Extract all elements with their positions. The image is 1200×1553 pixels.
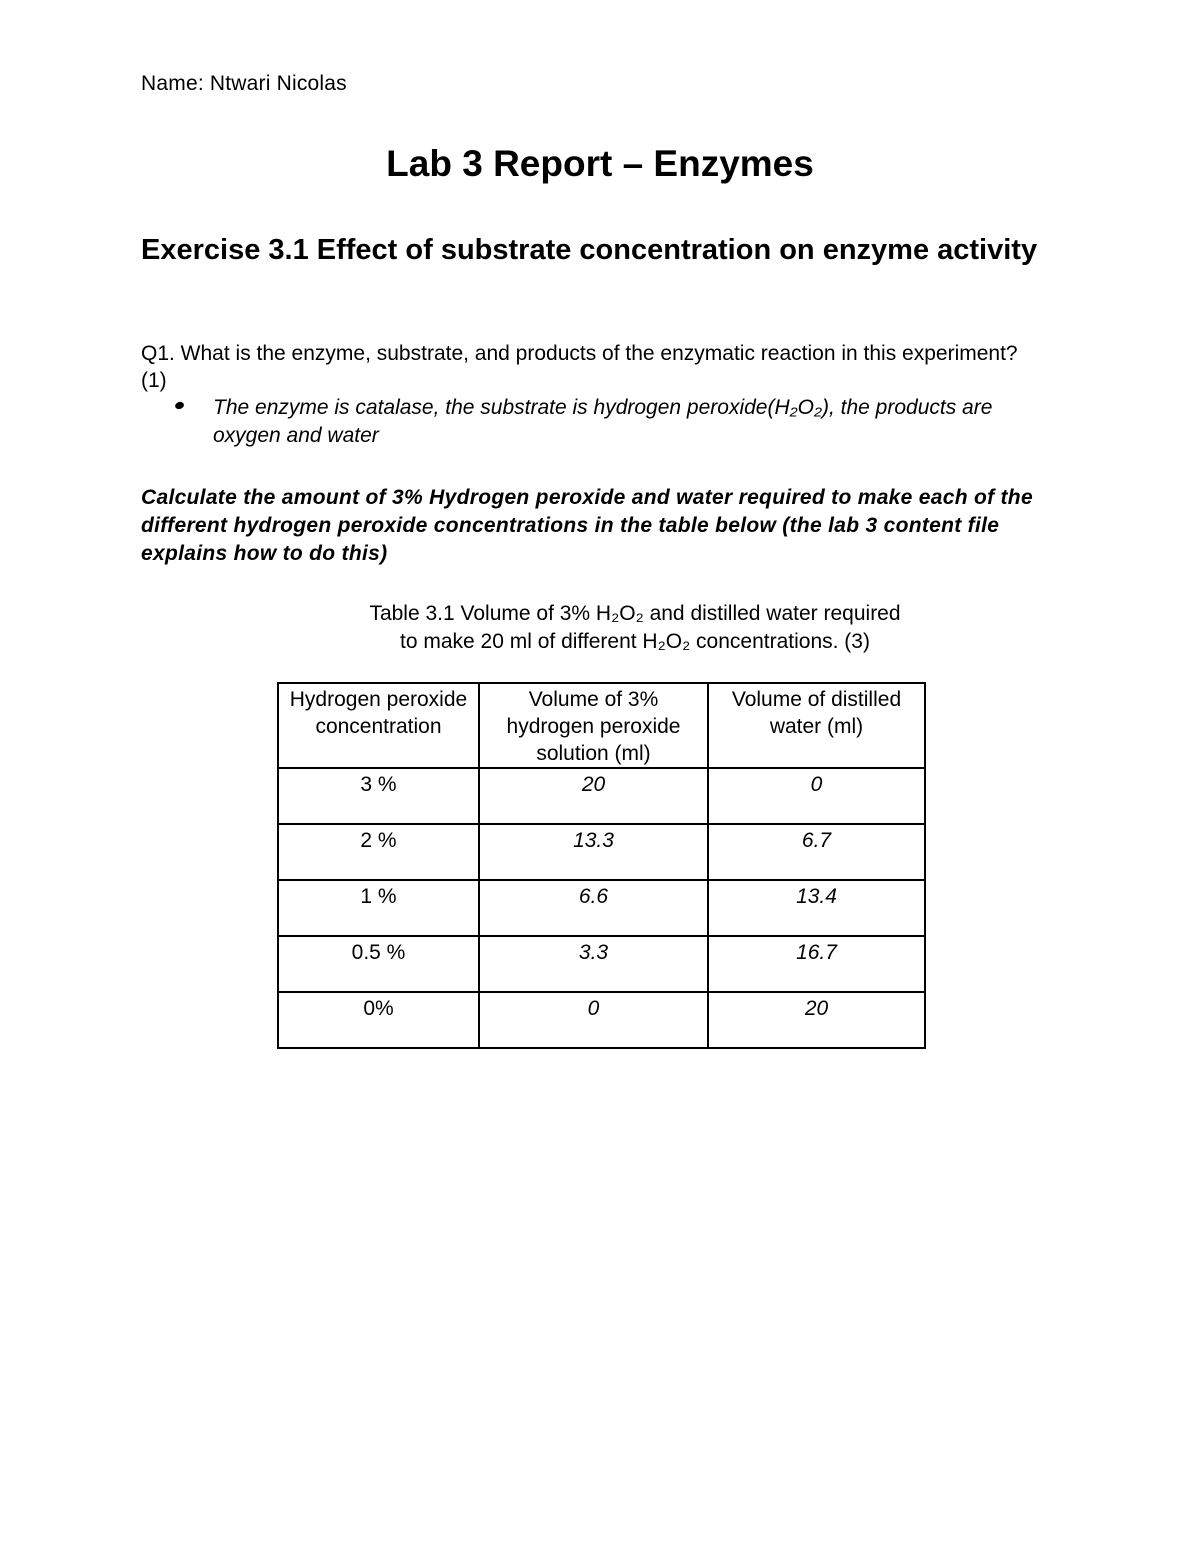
concentration-cell: 2 %: [278, 824, 479, 880]
water-volume-cell: 13.4: [708, 880, 925, 936]
table-caption: [0, 600, 1200, 656]
header-concentration: Hydrogen peroxide concentration: [278, 683, 479, 768]
header-water-volume: Volume of distilled water (ml): [708, 683, 925, 768]
table-row: [278, 824, 925, 880]
table-caption-line-2: to make 20 ml of different H₂O₂ concentrations. (3): [400, 630, 870, 653]
water-volume-cell: 16.7: [708, 936, 925, 992]
instruction-text: Calculate the amount of 3% Hydrogen peroxide and water required to make each of the different hydrogen peroxide concentrations in the table below (the lab 3 content file explains how to do this): [141, 486, 1033, 565]
answer-text: The enzyme is catalase, the substrate is hydrogen peroxide(H₂O₂), the products are oxygen and water: [213, 396, 993, 447]
concentration-cell: 0.5 %: [278, 936, 479, 992]
peroxide-volume-cell: 3.3: [479, 936, 708, 992]
student-name: Name: Ntwari Nicolas: [141, 72, 347, 95]
exercise-heading: Exercise 3.1 Effect of substrate concentration on enzyme activity: [141, 234, 1038, 266]
concentration-cell: 3 %: [278, 768, 479, 824]
concentration-cell: 1 %: [278, 880, 479, 936]
question-text: Q1. What is the enzyme, substrate, and products of the enzymatic reaction in this experiment? (1): [141, 342, 1018, 392]
water-volume-cell: 20: [708, 992, 925, 1048]
table-caption-line-1: Table 3.1 Volume of 3% H₂O₂ and distilled water required: [369, 602, 901, 625]
water-volume-cell: 0: [708, 768, 925, 824]
peroxide-volume-cell: 6.6: [479, 880, 708, 936]
table-row: [278, 768, 925, 824]
table-header-row: [278, 683, 925, 768]
peroxide-volume-cell: 20: [479, 768, 708, 824]
document-title: Lab 3 Report – Enzymes: [386, 143, 814, 184]
peroxide-volume-cell: 13.3: [479, 824, 708, 880]
table-row: [278, 992, 925, 1048]
concentration-cell: 0%: [278, 992, 479, 1048]
bullet-icon: [174, 401, 185, 411]
peroxide-volume-cell: 0: [479, 992, 708, 1048]
water-volume-cell: 6.7: [708, 824, 925, 880]
table-row: [278, 880, 925, 936]
dilution-table: [277, 682, 926, 1049]
header-peroxide-volume: Volume of 3% hydrogen peroxide solution (ml): [479, 683, 708, 768]
table-row: [278, 936, 925, 992]
